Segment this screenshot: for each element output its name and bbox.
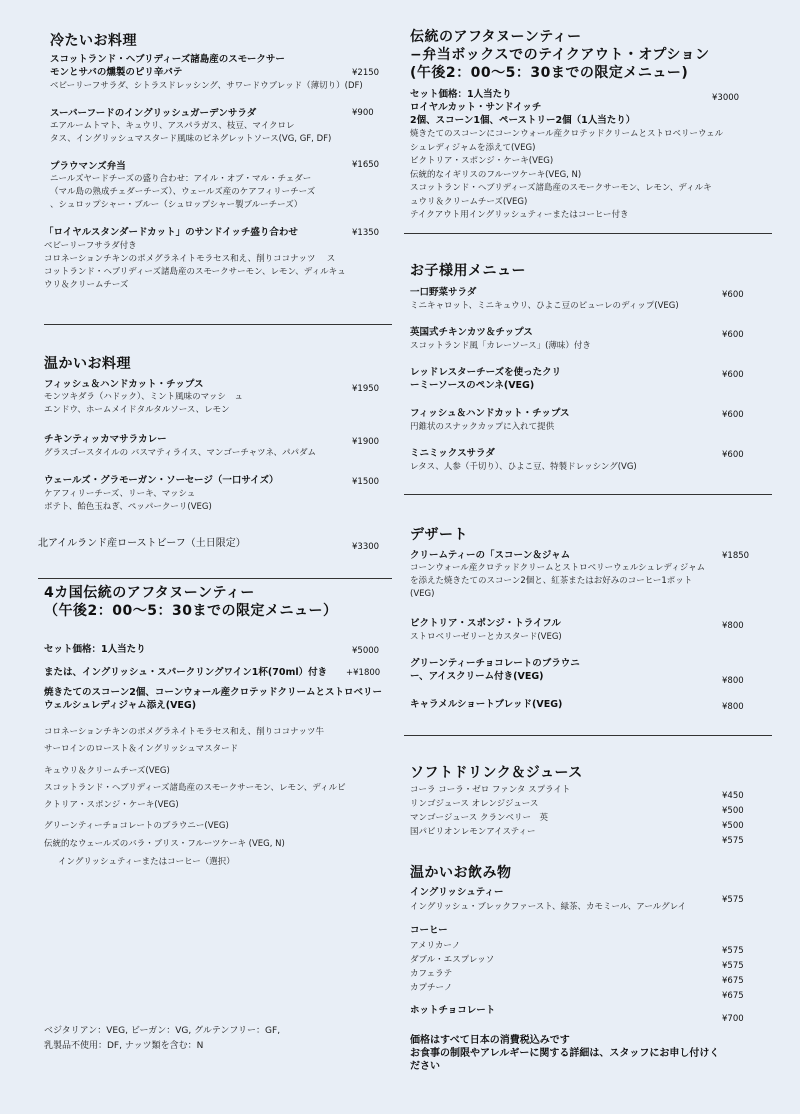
menu-item-name: プラウマンズ弁当 [50,161,126,172]
menu-item-desc: ベビーリーフサラダ付き コロネーションチキンのポメグラネイトモラセス和え、削りココナッツ ス コットランド・ヘブリディーズ諸島産のスモークサーモン、レモン、ディルキュ ウリ＆クリームチーズ [44,241,346,290]
menu-item-price: ¥1900 [352,437,380,447]
wine-option-price: +¥1800 [346,668,381,678]
menu-item-name: ウェールズ・グラモーガン・ソーセージ（一口サイズ） [44,475,279,486]
menu-item-desc: ミニキャロット、ミニキュウリ、ひよこ豆のピューレのディップ(VEG) [410,301,679,311]
drink-price: ¥500 [722,806,744,816]
coffee-price: ¥675 [722,991,744,1001]
menu-item-price: ¥900 [352,108,374,118]
menu-item-desc: 円錐状のスナックカップに入れて提供 [410,422,555,432]
menu-item-name: 英国式チキンカツ＆チップス [410,327,533,338]
menu-item-desc: ケアフィリーチーズ、リーキ、マッシュ ポテト、飴色玉ねぎ、ペッパークーリ(VEG) [44,489,212,512]
menu-item-price: ¥600 [722,410,744,420]
menu-item-price: ¥3300 [352,542,380,552]
set-price: ¥3000 [712,93,740,103]
takeout-contents: ロイヤルカット・サンドイッチ 2個、スコーン1個、ペーストリー2個（1人当たり） [410,102,636,126]
menu-item-name: グリーンティーチョコレートのブラウニ ー、アイスクリーム付き(VEG) [410,658,580,682]
drink-line: コーラ コーラ・ゼロ ファンタ スプライト [410,785,571,795]
menu-item-desc: モンツキダラ（ハドック）、ミント風味のマッシ ュ エンドウ、ホームメイドタルタルソース、レモン [44,392,243,415]
list-item: クトリア・スポンジ・ケーキ(VEG) [44,800,179,810]
menu-item-name: チキンティッカマサラカレー [44,434,167,445]
menu-item-price: ¥800 [722,621,744,631]
footer-note: 価格はすべて日本の消費税込みです お食事の制限やアレルギーに関する詳細は、スタッフにお申し付けく ださい [410,1035,720,1072]
menu-item-price: ¥600 [722,370,744,380]
scone-description: 焼きたてのスコーン2個、コーンウォール産クロテッドクリームとストロベリー ウェルシュレディジャム添え(VEG) [44,687,382,711]
divider [404,233,772,234]
takeout-heading: 伝統のアフタヌーンティー −弁当ボックスでのテイクアウト・オプション (午後2：00〜5：30までの限定メニュー) [410,29,710,81]
dessert-heading: デザート [410,527,468,543]
drink-price: ¥450 [722,791,744,801]
menu-item-name: ビクトリア・スポンジ・トライフル [410,618,561,629]
coffee-item: カプチーノ [410,983,453,993]
menu-item-desc: ベビーリーフサラダ、シトラスドレッシング、サワードウブレッド（薄切り）(DF) [50,81,363,91]
drink-line: 国パビリオンレモンアイスティー [410,827,536,837]
menu-item-name: スーパーフードのイングリッシュガーデンサラダ [50,108,257,119]
menu-item-price: ¥1850 [722,551,750,561]
drink-line: リンゴジュース オレンジジュース [410,799,539,809]
kids-menu-heading: お子様用メニュー [410,263,526,279]
menu-item-desc: ニールズヤードチーズの盛り合わせ：アイル・オブ・マル・チェダー （マル島の熟成チェダーチーズ）、ウェールズ産のケアフィリーチーズ 、シュロップシャー・ブルー（シュロップシャー製ブルーチーズ） [50,174,316,210]
menu-item-name: フィッシュ＆ハンドカット・チップス [410,408,570,419]
drink-price: ¥575 [722,836,744,846]
hot-dishes-heading: 温かいお料理 [44,356,131,372]
divider [404,735,772,736]
divider [44,324,392,325]
menu-item-price: ¥2150 [352,68,380,78]
menu-item-price: ¥800 [722,676,744,686]
drink-line: マンゴージュース クランベリー 英 [410,813,548,823]
menu-item-name: キャラメルショートブレッド(VEG) [410,699,563,710]
divider [38,578,392,579]
menu-item-price: ¥600 [722,330,744,340]
coffee-item: カフェラテ [410,969,453,979]
soft-drinks-heading: ソフトドリンク＆ジュース [410,765,583,781]
list-item: 伝統的なウェールズのバラ・ブリス・フルーツケーキ (VEG, N) [44,839,285,849]
menu-item-price: ¥1950 [352,384,380,394]
coffee-item: アメリカーノ [410,941,461,951]
list-item: イングリッシュティーまたはコーヒー（選択） [58,857,235,867]
set-price-label: セット価格：1人当たり [44,644,146,655]
list-item: キュウリ＆クリームチーズ(VEG) [44,766,170,776]
menu-item-price: ¥1650 [352,160,380,170]
menu-item-desc: グラスゴースタイルの バスマティライス、マンゴーチャツネ、パパダム [44,448,316,458]
coffee-price: ¥575 [722,946,744,956]
menu-item-name: ミニミックスサラダ [410,448,495,459]
menu-item-name: レッドレスターチーズを使ったクリ ーミーソースのペンネ(VEG) [410,367,562,391]
menu-item-price: ¥1500 [352,477,380,487]
menu-item-price: ¥1350 [352,228,380,238]
set-price-label: セット価格：1人当たり [410,89,512,100]
wine-option-label: または、イングリッシュ・スパークリングワイン1杯(70ml）付き [44,667,328,678]
afternoon-tea-heading: 4カ国伝統のアフタヌーンティー （午後2：00〜5：30までの限定メニュー） [44,585,338,619]
menu-item-name: フィッシュ＆ハンドカット・チップス [44,379,204,390]
takeout-details: 焼きたてのスコーンにコーンウォール産クロテッドクリームとストロベリーウェル シュレディジャムを添えて(VEG) ビクトリア・スポンジ・ケーキ(VEG) 伝統的なイギリスのフルーツケーキ(VEG, N) スコットランド・ヘブリディーズ諸島産のスモークサーモン、レモン、ディルキ ュウリ＆クリームチーズ(VEG) テイクアウト用イングリッシュティーまたはコーヒー付き [410,129,724,220]
menu-item-name: 一口野菜サラダ [410,287,477,298]
list-item: スコットランド・ヘブリディーズ諸島産のスモークサーモン、レモン、ディルビ [44,783,346,793]
menu-item-desc: ストロベリーゼリーとカスタード(VEG) [410,632,562,642]
menu-item-price: ¥575 [722,895,744,905]
menu-item-name: イングリッシュティー [410,887,504,898]
drink-price: ¥500 [722,821,744,831]
coffee-item: ダブル・エスプレッソ [410,955,495,965]
menu-item-price: ¥600 [722,450,744,460]
divider [404,494,772,495]
menu-item-price: ¥800 [722,702,744,712]
menu-item-name: ホットチョコレート [410,1005,496,1016]
menu-item-desc: イングリッシュ・ブレックファースト、緑茶、カモミール、アールグレイ [410,902,687,912]
hot-drinks-heading: 温かいお飲み物 [410,865,512,881]
cold-dishes-heading: 冷たいお料理 [50,33,137,49]
menu-item-name: スコットランド・ヘブリディーズ諸島産のスモークサー モンとサバの燻製のピリ辛パテ [50,54,285,78]
menu-item-desc: レタス、人参（千切り）、ひよこ豆、特製ドレッシング(VG) [410,462,637,472]
menu-item-price: ¥600 [722,290,744,300]
menu-item-name: コーヒー [410,925,448,936]
diet-legend: ベジタリアン：VEG, ビーガン：VG, グルテンフリー：GF, 乳製品不使用：DF, ナッツ類を含む：N [44,1026,281,1051]
menu-item-name: 北アイルランド産ローストビーフ（土日限定） [38,538,246,549]
coffee-price: ¥575 [722,961,744,971]
set-price: ¥5000 [352,646,380,656]
coffee-price: ¥675 [722,976,744,986]
list-item: サーロインのロースト＆イングリッシュマスタード [44,744,239,754]
menu-item-desc: スコットランド風「カレーソース」(薄味）付き [410,341,591,351]
list-item: コロネーションチキンのポメグラネイトモラセス和え、削りココナッツ牛 [44,727,324,737]
menu-item-name: 「ロイヤルスタンダードカット」のサンドイッチ盛り合わせ [44,227,298,238]
menu-item-desc: コーンウォール産クロテッドクリームとストロベリーウェルシュレディジャム を添えた焼きたてのスコーン2個と、紅茶またはお好みのコーヒー1ポット (VEG) [410,563,706,599]
menu-item-desc: エアルームトマト、キュウリ、アスパラガス、枝豆、マイクロレ タス、イングリッシュマスタード風味のビネグレットソース(VG, GF, DF) [50,121,332,144]
menu-item-price: ¥700 [722,1014,744,1024]
menu-item-name: クリームティーの「スコーン＆ジャム [410,550,571,561]
list-item: グリーンティーチョコレートのブラウニー(VEG) [44,821,229,831]
